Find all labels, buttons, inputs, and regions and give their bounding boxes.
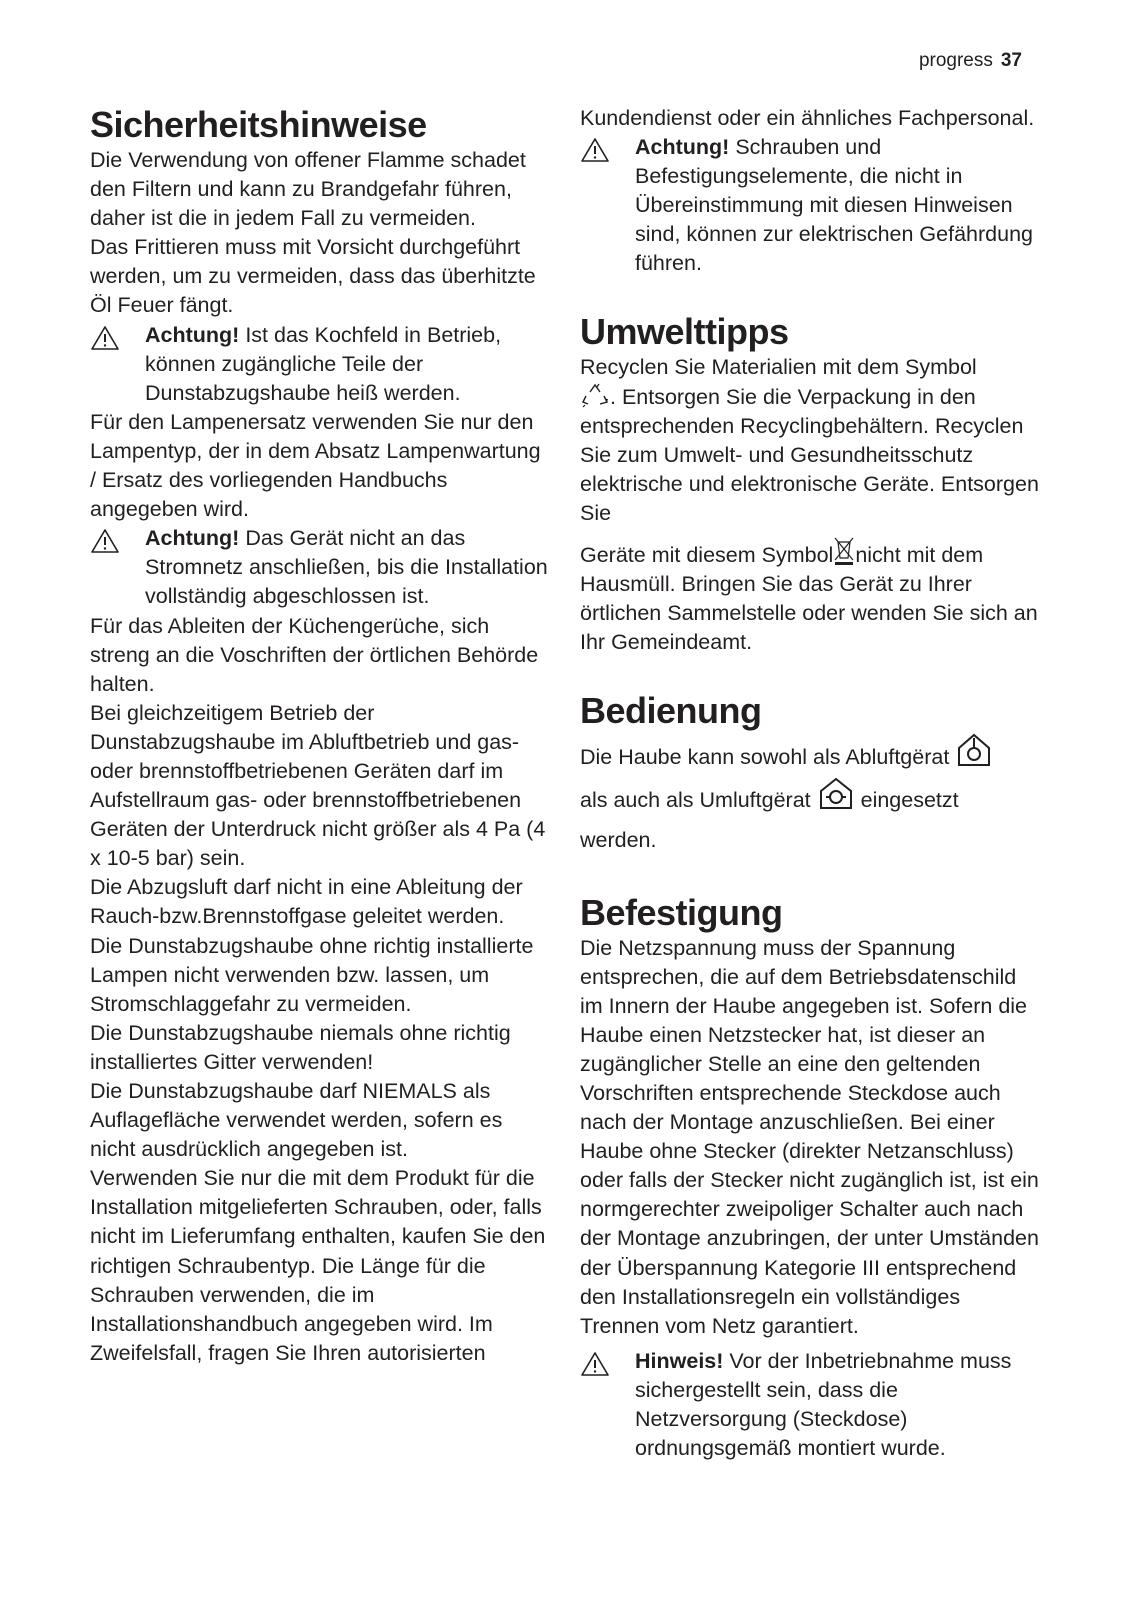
paragraph: Die Dunstabzugshaube niemals ohne richtig installiertes Gitter verwenden! xyxy=(90,1020,511,1074)
warning-note xyxy=(90,524,550,611)
warning-lead: Achtung! xyxy=(145,322,240,347)
warning-note xyxy=(90,321,550,408)
paragraph: Die Verwendung von offener Flamme schadet den Filtern und kann zu Brandgefahr führen, daher ist die in jedem Fall zu vermeiden. xyxy=(90,148,526,231)
warning-text: Schrauben und Befestigungselemente, die nicht in Übereinstimmung mit diesen Hinweisen sind, können zur elektrischen Gefährdung führen. xyxy=(635,135,1033,276)
text: nicht mit dem Hausmüll. Bringen Sie das Gerät zu Ihrer örtlichen Sammelstelle oder wenden Sie sich an Ihr Gemeindeamt. xyxy=(580,543,1038,655)
warning-triangle-icon xyxy=(580,1351,610,1377)
weee-bin-icon xyxy=(833,536,855,566)
paragraph: Verwenden Sie nur die mit dem Produkt für die Installation mitgelieferten Schrauben, oder, falls nicht im Lieferumfang enthalten, kaufen Sie den richtigen Schraubentyp. Die Länge für die Schrauben verwenden, die im Installationshandbuch angegeben wird. Im Zweifelsfall, fragen Sie Ihren autorisierten xyxy=(90,1166,546,1365)
page-number: 37 xyxy=(1000,50,1022,71)
paragraph: Das Frittieren muss mit Vorsicht durchgeführt werden, um zu vermeiden, dass das überhitzte Öl Feuer fängt. xyxy=(90,235,536,318)
section-title-befestigung: Befestigung xyxy=(580,891,783,933)
paragraph xyxy=(580,732,1040,860)
hint-note xyxy=(580,1347,1040,1463)
paragraph: Die Netzspannung muss der Spannung entsprechen, die auf dem Betriebsdatenschild im Innern der Haube angegeben ist. Sofern die Haube einen Netzstecker hat, ist dieser an zugänglicher Stelle an eine den geltenden Vorschriften entsprechende Steckdose auch nach der Montage anzuschließen. Bei einer Haube ohne Stecker (direkter Netzanschluss) oder falls der Stecker nicht zugänglich ist, ist ein normgerechter zweipoliger Schalter auch nach der Montage anzubringen, der unter Umständen der Überspannung Kategorie III entsprechend den Installationsregeln ein vollständiges Trennen vom Netz garantiert. xyxy=(580,935,1039,1338)
recirculation-mode-house-icon xyxy=(817,777,855,811)
recycle-icon xyxy=(580,382,610,408)
section-title-umwelttipps: Umwelttipps xyxy=(580,310,789,352)
brand-name: progress xyxy=(918,50,993,71)
paragraph: Die Dunstabzugshaube ohne richtig installierte Lampen nicht verwenden bzw. lassen, um Stromschlaggefahr zu vermeiden. xyxy=(90,933,534,1016)
warning-triangle-icon xyxy=(90,325,120,351)
warning-text: Ist das Kochfeld in Betrieb, können zugängliche Teile der Dunstabzugshaube heiß werden. xyxy=(145,322,502,405)
section-title-sicherheitshinweise: Sicherheitshinweise xyxy=(90,104,427,145)
warning-lead: Achtung! xyxy=(635,135,730,160)
paragraph: Für das Ableiten der Küchengerüche, sich streng an die Voschriften der örtlichen Behörde halten. xyxy=(90,613,539,696)
hint-lead: Hinweis! xyxy=(635,1348,724,1373)
warning-triangle-icon xyxy=(580,137,610,163)
paragraph: Die Abzugsluft darf nicht in eine Ableitung der Rauch-bzw.Brennstoffgase geleitet werden. xyxy=(90,875,523,929)
section-title-bedienung: Bedienung xyxy=(580,689,762,731)
section-umwelttipps xyxy=(580,311,1040,658)
hint-text: Vor der Inbetriebnahme muss sichergestellt sein, dass die Netzversorgung (Steckdose) ordnungsgemäß montiert wurde. xyxy=(635,1348,1012,1461)
text: eingesetzt werden. xyxy=(580,787,959,852)
warning-lead: Achtung! xyxy=(145,526,240,551)
section-befestigung xyxy=(580,892,1040,1464)
text: Die Haube kann sowohl als Abluftgërat xyxy=(580,744,950,769)
paragraph: Die Dunstabzugshaube darf NIEMALS als Auflagefläche verwendet werden, sofern es nicht ausdrücklich angegeben ist. xyxy=(90,1079,503,1162)
warning-triangle-icon xyxy=(90,528,120,554)
text: . Entsorgen Sie die Verpackung in den entsprechenden Recyclingbehältern. Recyclen Sie zum Umwelt- und Gesundheitsschutz elektrische und elektronische Geräte. Entsorgen Sie xyxy=(580,384,1039,526)
paragraph-continued: Kundendienst oder ein ähnliches Fachpersonal. xyxy=(580,106,1035,130)
section-bedienung xyxy=(580,690,1040,860)
left-column xyxy=(90,104,550,1368)
paragraph xyxy=(580,536,1040,657)
exhaust-mode-house-icon xyxy=(955,732,993,768)
paragraph xyxy=(580,353,1040,529)
text: als auch als Umluftgërat xyxy=(580,787,811,812)
right-column xyxy=(580,104,1040,1463)
text: Recyclen Sie Materialien mit dem Symbol xyxy=(580,354,977,379)
warning-note xyxy=(580,133,1040,278)
page-header xyxy=(919,50,1022,72)
paragraph: Bei gleichzeitigem Betrieb der Dunstabzugshaube im Abluftbetrieb und gas- oder brennstoffbetriebenen Geräten darf im Aufstellraum gas- oder brennstoffbetriebenen Geräten der Unterdruck nicht größer als 4 Pa (4 x 10-5 bar) sein. xyxy=(90,700,546,871)
warning-text: Das Gerät nicht an das Stromnetz anschließen, bis die Installation vollständig abgeschlossen ist. xyxy=(145,526,548,609)
text: Geräte mit diesem Symbol xyxy=(580,543,834,568)
paragraph: Für den Lampenersatz verwenden Sie nur den Lampentyp, der in dem Absatz Lampenwartung / Ersatz des vorliegenden Handbuchs angegeben wird. xyxy=(90,409,541,522)
